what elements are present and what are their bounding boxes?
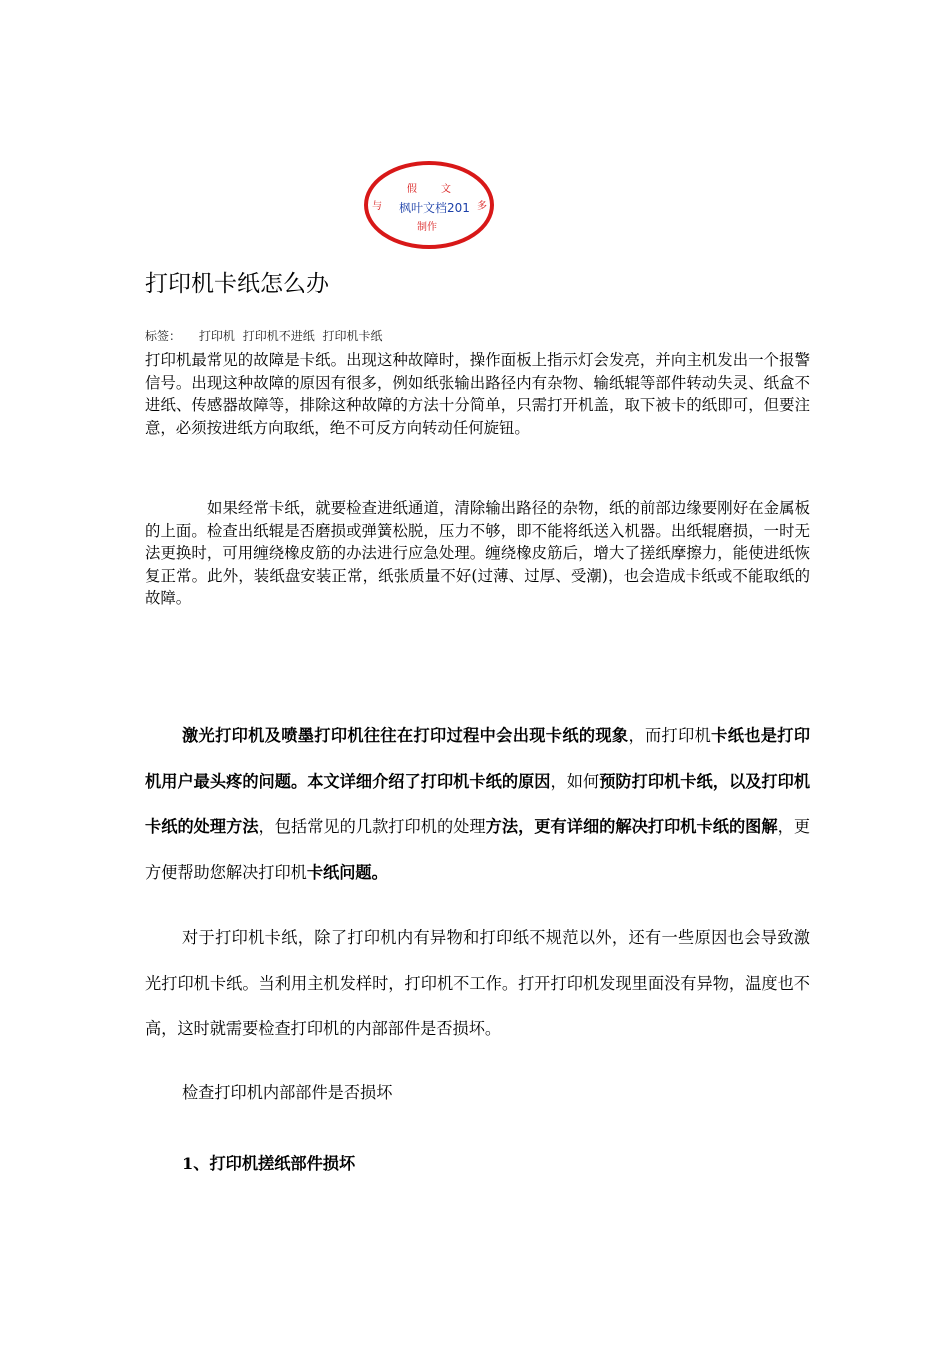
stamp-text-left: 与 (372, 201, 382, 212)
p3-normal-1: ，而打印机 (628, 726, 712, 745)
tags-line (145, 328, 383, 344)
paragraph-2: 如果经常卡纸，就要检查进纸通道，清除输出路径的杂物，纸的前部边缘要刚好在金属板的上面。检查出纸辊是否磨损或弹簧松脱，压力不够，即不能将纸送入机器。出纸辊磨损，一时无法更换时，可用缠绕橡皮筋的办法进行应急处理。缠绕橡皮筋后，增大了搓纸摩擦力，能使进纸恢复正常。此外，装纸盘安装正常，纸张质量不好(过薄、过厚、受潮)，也会造成卡纸或不能取纸的故障。 (145, 499, 810, 608)
p3-bold-5: 卡纸问题。 (306, 862, 388, 882)
tag-link-no-feed[interactable]: 打印机不进纸 (242, 329, 315, 343)
subsection-heading: 1、打印机搓纸部件损坏 (182, 1154, 356, 1173)
tags-label: 标签： (145, 329, 182, 343)
seal-stamp (362, 159, 496, 251)
stamp-text-main: 枫叶文档201 (399, 201, 470, 215)
section-heading: 检查打印机内部部件是否损坏 (182, 1083, 393, 1102)
paragraph-3 (145, 713, 810, 895)
p3-normal-2: ，如何 (550, 771, 600, 791)
stamp-text-top-1: 假 (407, 184, 417, 195)
stamp-text-bottom: 制作 (417, 222, 437, 233)
p3-bold-1: 激光打印机及喷墨打印机往往在打印过程中会出现卡纸的现象 (182, 726, 629, 745)
p3-bold-3: 预防打印机卡纸，以及打印机卡纸的处理方法 (145, 771, 811, 836)
paragraph-1: 打印机最常见的故障是卡纸。出现这种故障时，操作面板上指示灯会发亮，并向主机发出一个报警信号。出现这种故障的原因有很多，例如纸张输出路径内有杂物、输纸辊等部件转动失灵、纸盒不进纸、传感器故障等，排除这种故障的方法十分简单，只需打开机盖，取下被卡的纸即可，但要注意，必须按进纸方向取纸，绝不可反方向转动任何旋钮。 (145, 351, 810, 437)
p3-normal-3: ，包括常见的几款打印机的处理 (258, 817, 486, 836)
tag-link-paper-jam[interactable]: 打印机卡纸 (322, 329, 383, 343)
stamp-text-top-2: 文 (441, 184, 451, 195)
document-title: 打印机卡纸怎么办 (145, 271, 329, 297)
tag-link-printer[interactable]: 打印机 (198, 329, 235, 343)
paragraph-4: 对于打印机卡纸，除了打印机内有异物和打印纸不规范以外，还有一些原因也会导致激光打印机卡纸。当利用主机发样时，打印机不工作。打开打印机发现里面没有异物，温度也不高，这时就需要检查打印机的内部部件是否损坏。 (145, 928, 810, 1038)
p3-bold-4: 方法，更有详细的解决打印机卡纸的图解 (485, 817, 778, 836)
p3-bold-2: 卡纸也是打印机用户最头疼的问题。本文详细介绍了打印机卡纸的原因 (145, 726, 811, 791)
p3-normal-4: ，更方便帮助您解决打印机 (145, 817, 811, 882)
stamp-text-right: 多 (477, 201, 487, 212)
